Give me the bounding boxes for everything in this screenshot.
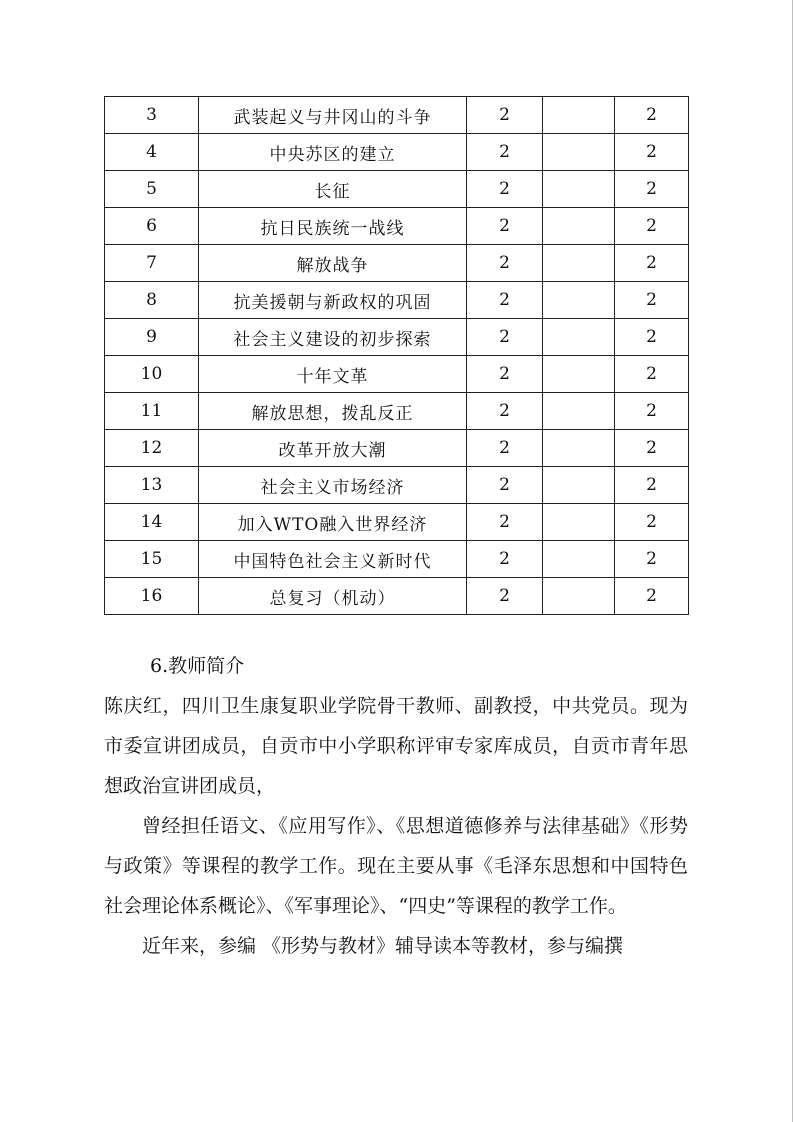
row-number: 5 — [105, 171, 199, 208]
row-hours-a: 2 — [467, 208, 543, 245]
row-hours-c: 2 — [615, 319, 689, 356]
row-hours-b — [543, 541, 615, 578]
bio-paragraph-3: 近年来，参编 《形势与教材》辅导读本等教材，参与编撰 — [142, 935, 624, 957]
row-topic: 加入WTO融入世界经济 — [199, 504, 467, 541]
table-row — [105, 171, 689, 208]
table-row — [105, 541, 689, 578]
row-hours-c: 2 — [615, 245, 689, 282]
row-hours-b — [543, 356, 615, 393]
table-row — [105, 430, 689, 467]
table-row — [105, 504, 689, 541]
row-number: 9 — [105, 319, 199, 356]
row-hours-b — [543, 208, 615, 245]
row-number: 8 — [105, 282, 199, 319]
section-heading: 6.教师简介 — [150, 655, 245, 677]
row-topic: 抗日民族统一战线 — [199, 208, 467, 245]
row-number: 4 — [105, 134, 199, 171]
table-row — [105, 578, 689, 615]
table-row — [105, 467, 689, 504]
table-row — [105, 319, 689, 356]
row-hours-c: 2 — [615, 430, 689, 467]
row-topic: 抗美援朝与新政权的巩固 — [199, 282, 467, 319]
teacher-bio — [104, 686, 688, 966]
bio-paragraph-1: 陈庆红，四川卫生康复职业学院骨干教师、副教授，中共党员。现为市委宣讲团成员，自贡市中小学职称评审专家库成员，自贡市青年思想政治宣讲团成员， — [104, 695, 688, 797]
row-hours-c: 2 — [615, 578, 689, 615]
row-hours-b — [543, 393, 615, 430]
table-row — [105, 208, 689, 245]
table-row — [105, 356, 689, 393]
table-row — [105, 134, 689, 171]
row-topic: 总复习（机动） — [199, 578, 467, 615]
row-topic: 改革开放大潮 — [199, 430, 467, 467]
row-hours-b — [543, 97, 615, 134]
row-hours-a: 2 — [467, 504, 543, 541]
row-hours-b — [543, 578, 615, 615]
row-hours-a: 2 — [467, 171, 543, 208]
row-topic: 武装起义与井冈山的斗争 — [199, 97, 467, 134]
row-hours-b — [543, 504, 615, 541]
row-hours-a: 2 — [467, 578, 543, 615]
row-hours-c: 2 — [615, 282, 689, 319]
row-hours-a: 2 — [467, 134, 543, 171]
row-hours-c: 2 — [615, 208, 689, 245]
row-number: 11 — [105, 393, 199, 430]
row-hours-b — [543, 467, 615, 504]
row-topic: 社会主义市场经济 — [199, 467, 467, 504]
row-hours-a: 2 — [467, 541, 543, 578]
row-topic: 社会主义建设的初步探索 — [199, 319, 467, 356]
row-hours-b — [543, 134, 615, 171]
row-hours-b — [543, 245, 615, 282]
row-hours-c: 2 — [615, 393, 689, 430]
row-number: 6 — [105, 208, 199, 245]
row-number: 10 — [105, 356, 199, 393]
row-number: 7 — [105, 245, 199, 282]
row-hours-a: 2 — [467, 319, 543, 356]
row-hours-b — [543, 171, 615, 208]
table-row — [105, 97, 689, 134]
row-hours-a: 2 — [467, 467, 543, 504]
row-number: 16 — [105, 578, 199, 615]
row-hours-a: 2 — [467, 430, 543, 467]
table-row — [105, 245, 689, 282]
row-number: 12 — [105, 430, 199, 467]
row-hours-a: 2 — [467, 393, 543, 430]
row-hours-a: 2 — [467, 282, 543, 319]
row-topic: 解放思想，拨乱反正 — [199, 393, 467, 430]
row-hours-c: 2 — [615, 97, 689, 134]
row-hours-b — [543, 282, 615, 319]
table-row — [105, 282, 689, 319]
table-row — [105, 393, 689, 430]
row-hours-b — [543, 319, 615, 356]
row-number: 3 — [105, 97, 199, 134]
row-topic: 中央苏区的建立 — [199, 134, 467, 171]
row-hours-b — [543, 430, 615, 467]
row-hours-a: 2 — [467, 97, 543, 134]
row-hours-c: 2 — [615, 356, 689, 393]
row-topic: 中国特色社会主义新时代 — [199, 541, 467, 578]
row-hours-c: 2 — [615, 171, 689, 208]
row-hours-c: 2 — [615, 134, 689, 171]
row-hours-c: 2 — [615, 541, 689, 578]
row-number: 13 — [105, 467, 199, 504]
row-topic: 十年文革 — [199, 356, 467, 393]
row-hours-a: 2 — [467, 356, 543, 393]
row-hours-a: 2 — [467, 245, 543, 282]
row-hours-c: 2 — [615, 467, 689, 504]
course-schedule-table — [104, 96, 689, 615]
bio-paragraph-2: 曾经担任语文、《应用写作》、《思想道德修养与法律基础》《形势与政策》等课程的教学工作。现在主要从事《毛泽东思想和中国特色社会理论体系概论》、《军事理论》、“四史”等课程的教学工作。 — [104, 815, 688, 917]
table-body — [105, 97, 689, 615]
row-number: 15 — [105, 541, 199, 578]
row-number: 14 — [105, 504, 199, 541]
row-topic: 长征 — [199, 171, 467, 208]
row-topic: 解放战争 — [199, 245, 467, 282]
row-hours-c: 2 — [615, 504, 689, 541]
